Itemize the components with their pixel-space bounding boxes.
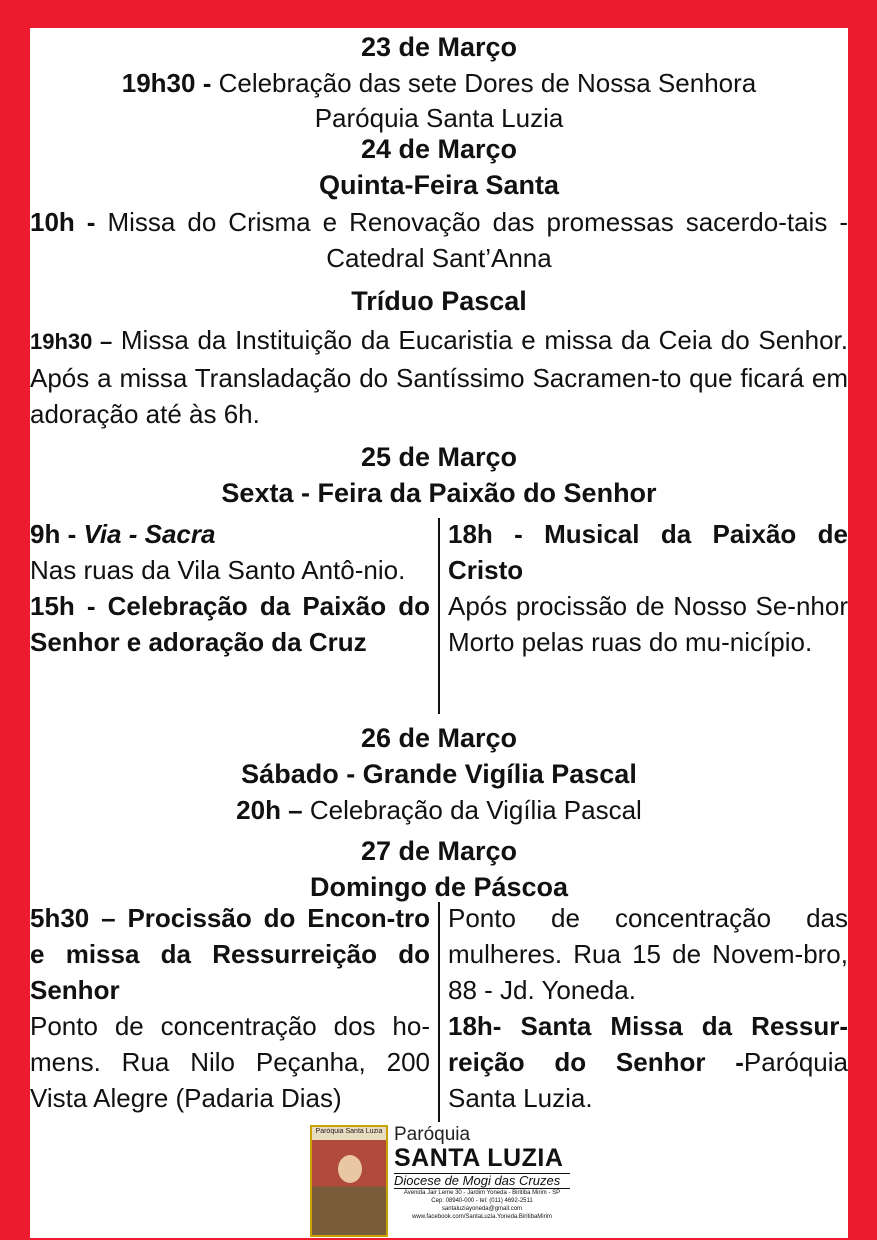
date-26: 26 de Março: [360, 723, 518, 753]
day25-right-column: [448, 516, 848, 660]
event-26: [30, 793, 848, 827]
time-23: 19h30 -: [121, 68, 212, 98]
day27-left-column: [30, 900, 430, 1116]
day25-left-column: [30, 516, 430, 660]
time-26: 20h –: [236, 795, 303, 825]
date-25: 25 de Março: [360, 442, 518, 472]
missa-ressurreicao-place: Paróquia Santa Luzia.: [448, 1047, 848, 1113]
title-27: Domingo de Páscoa: [309, 872, 569, 902]
musical-paixao: 18h - Musical da Paixão de Cristo: [448, 519, 848, 585]
logo-contact2: Cep: 08940-000 - tel: (011) 4692-2511: [431, 1198, 533, 1204]
event-24: [30, 204, 848, 276]
date-23: 23 de Março: [360, 32, 518, 62]
procissao-encontro: 5h30 – Procissão do Encon-tro e missa da Ressurreição do Senhor: [30, 903, 430, 1005]
logo-line1: Paróquia: [394, 1124, 471, 1145]
saint-face-icon: [338, 1155, 362, 1183]
procissao-encontro-text: Ponto de concentração dos ho-mens. Rua Nilo Peçanha, 200 Vista Alegre (Padaria Dias): [30, 1011, 430, 1113]
logo-contact1: Avenida Jair Leme 30 - Jardim Yoneda - Biritiba Mirim - SP: [403, 1190, 561, 1196]
event-26-text: Celebração da Vigília Pascal: [302, 795, 642, 825]
title-24: Quinta-Feira Santa: [318, 170, 560, 200]
celebracao-paixao: 15h - Celebração da Paixão do Senhor e adoração da Cruz: [30, 591, 430, 657]
musical-paixao-text: Após procissão de Nosso Se-nhor Morto pelas ruas do mu-nicípio.: [448, 591, 848, 657]
date-24: 24 de Março: [360, 134, 518, 164]
place-23: Paróquia Santa Luzia: [314, 103, 564, 133]
event-23: [30, 66, 848, 100]
logo-contact3: santaluziayoneda@gmail.com: [441, 1206, 523, 1212]
via-sacra: [30, 516, 430, 552]
column-divider: [438, 518, 440, 714]
column-divider: [438, 902, 440, 1122]
logo-line2: SANTA LUZIA: [394, 1144, 564, 1172]
missa-ressurreicao-title: 18h- Santa Missa da Ressur-reição do Senhor -: [448, 1011, 848, 1077]
concentracao-mulheres: Ponto de concentração das mulheres. Rua 15 de Novem-bro, 88 - Jd. Yoneda.: [448, 903, 848, 1005]
triduo-event: [30, 322, 848, 432]
via-sacra-title: Via - Sacra: [76, 519, 216, 549]
via-sacra-text: Nas ruas da Vila Santo Antô-nio.: [30, 555, 406, 585]
event-24-text: Missa do Crisma e Renovação das promessas sacerdo-tais - Catedral Sant’Anna: [95, 207, 848, 273]
title-26: Sábado - Grande Vigília Pascal: [241, 759, 637, 789]
triduo-title: Tríduo Pascal: [351, 286, 527, 316]
via-sacra-time: 9h -: [30, 519, 77, 549]
date-27: 27 de Março: [360, 836, 518, 866]
time-24: 10h -: [30, 207, 96, 237]
missa-ressurreicao: [448, 1008, 848, 1116]
triduo-event-text: Missa da Instituição da Eucaristia e missa da Ceia do Senhor. Após a missa Transladação do Santíssimo Sacramen-to que ficará em adoração até às 6h.: [30, 325, 848, 429]
bulletin-page: [30, 28, 848, 1238]
title-25: Sexta - Feira da Paixão do Senhor: [221, 478, 657, 508]
parish-logo: [310, 1125, 570, 1237]
logo-contact4: www.facebook.com/SantaLuzia.Yoneda.BiritibaMirim: [412, 1214, 552, 1220]
image-caption: Paróquia Santa Luzia: [315, 1128, 383, 1135]
logo-line3: Diocese de Mogi das Cruzes: [394, 1173, 570, 1189]
triduo-time: 19h30 –: [30, 329, 113, 354]
santa-luzia-image: [310, 1125, 388, 1237]
event-23-text: Celebração das sete Dores de Nossa Senhora: [211, 68, 757, 98]
logo-text: [394, 1125, 570, 1221]
day27-right-column: [448, 900, 848, 1116]
